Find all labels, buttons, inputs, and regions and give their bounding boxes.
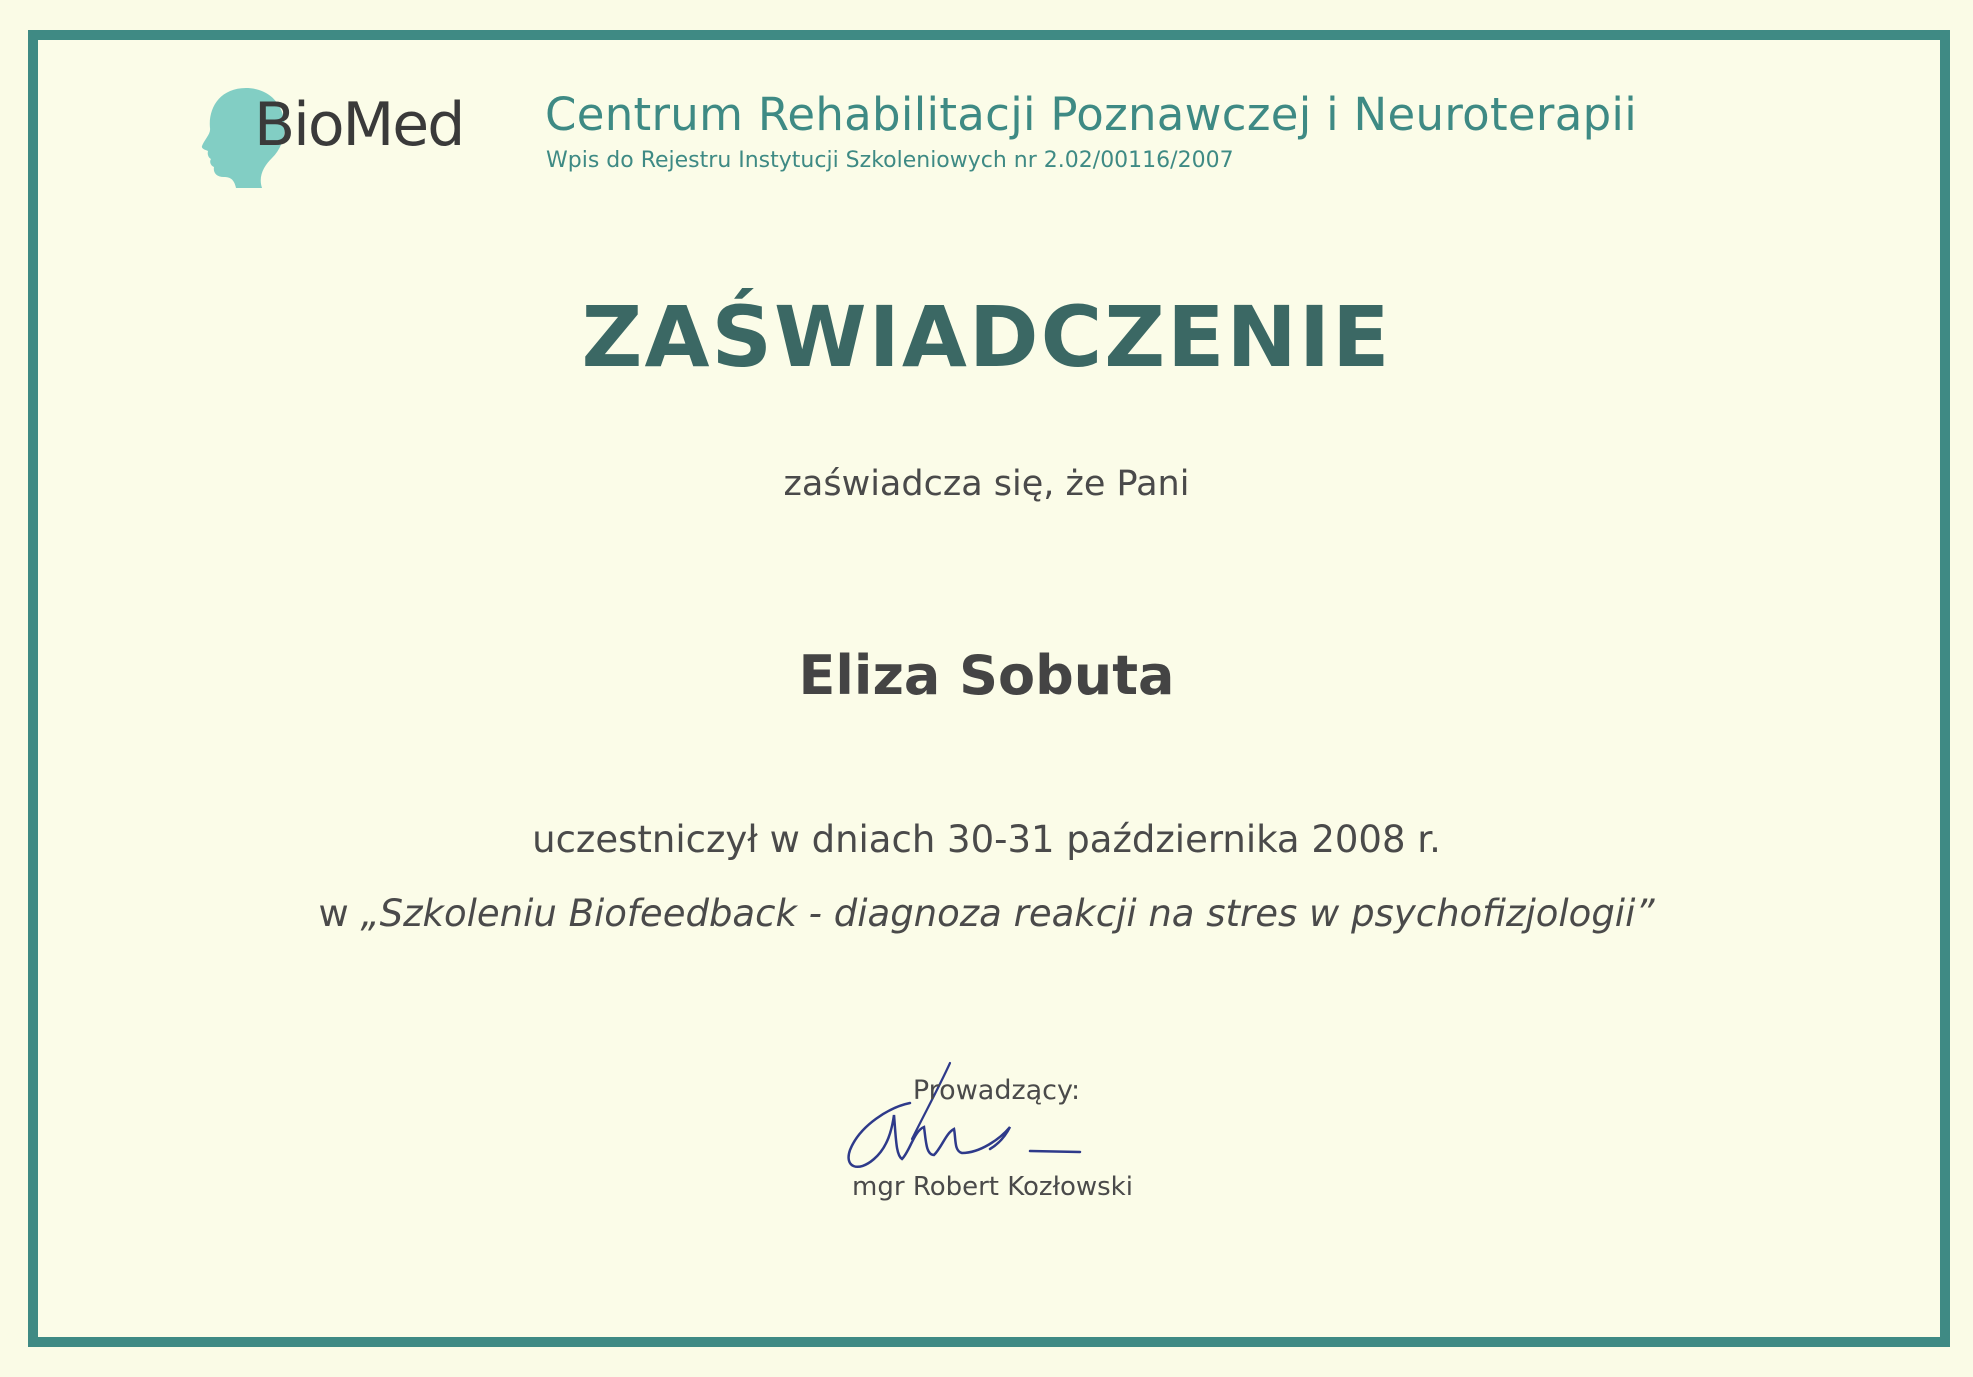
biomed-logo xyxy=(198,82,498,192)
participation-text: uczestniczył w dniach 30-31 października 2008 r. xyxy=(532,818,1441,861)
signatory-name: mgr Robert Kozłowski xyxy=(852,1172,1133,1202)
logo-text: BioMed xyxy=(254,90,464,160)
course-prefix: w xyxy=(318,892,349,935)
course-title: „Szkoleniu Biofeedback - diagnoza reakcji na stres w psychofizjologii” xyxy=(360,892,1655,935)
certificate-title: ZAŚWIADCZENIE xyxy=(581,288,1392,386)
attestation-text: zaświadcza się, że Pani xyxy=(783,464,1190,504)
signatory-label: Prowadzący: xyxy=(912,1075,1081,1106)
organization-registry: Wpis do Rejestru Instytucji Szkoleniowych nr 2.02/00116/2007 xyxy=(546,148,1234,173)
recipient-name: Eliza Sobuta xyxy=(798,644,1175,707)
course-line xyxy=(0,892,1973,935)
organization-name: Centrum Rehabilitacji Poznawczej i Neuroterapii xyxy=(545,88,1638,141)
